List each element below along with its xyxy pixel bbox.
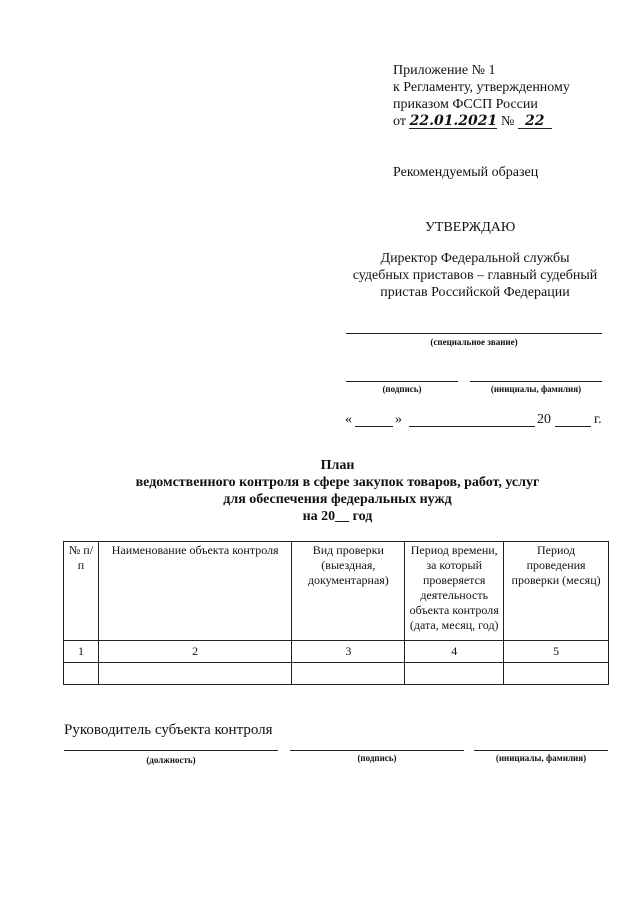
date-year-suffix: г. — [594, 412, 602, 427]
plan-table — [63, 541, 609, 685]
header-object: Наименование объекта контроля — [98, 542, 291, 641]
month-blank-line — [409, 426, 535, 427]
rank-line — [346, 333, 602, 334]
footer-initials-caption: (инициалы, фамилия) — [495, 753, 587, 763]
footer-signature-caption: (подпись) — [357, 753, 397, 763]
footer-initials-line — [474, 750, 608, 751]
date-close-quote: » — [395, 412, 402, 427]
number-label: № — [500, 114, 515, 129]
table-header-row — [64, 542, 609, 641]
handwritten-number: 22 — [518, 114, 552, 129]
appendix-title: Приложение № 1 — [393, 63, 496, 78]
appendix-date-row — [393, 113, 570, 130]
header-check-period: Период проведения проверки (месяц) — [504, 542, 609, 641]
footer-position-line — [64, 750, 278, 751]
year-blank-line — [555, 426, 591, 427]
recommended-sample: Рекомендуемый образец — [393, 165, 539, 180]
table-number-row — [64, 641, 609, 663]
approve-position — [330, 250, 620, 301]
header-number: № п/п — [64, 542, 99, 641]
col-number-2: 2 — [98, 641, 291, 663]
header-check-type: Вид проверки (выездная, документарная) — [292, 542, 405, 641]
plan-title: План — [320, 458, 355, 473]
position-line2: судебных приставов – главный судебный — [352, 268, 598, 283]
empty-cell — [98, 663, 291, 685]
signature-caption: (подпись) — [382, 384, 422, 394]
col-number-5: 5 — [504, 641, 609, 663]
position-line3: пристав Российской Федерации — [380, 285, 570, 300]
empty-cell — [292, 663, 405, 685]
empty-cell — [504, 663, 609, 685]
empty-cell — [64, 663, 99, 685]
footer-head: Руководитель субъекта контроля — [64, 722, 273, 738]
empty-cell — [405, 663, 504, 685]
handwritten-date: 22.01.2021 — [409, 113, 498, 129]
approve-date-row — [345, 411, 607, 428]
footer-position-caption: (должность) — [146, 755, 196, 765]
col-number-1: 1 — [64, 641, 99, 663]
appendix-line3: приказом ФССП России — [393, 97, 538, 112]
position-line1: Директор Федеральной службы — [380, 251, 570, 266]
initials-line — [470, 381, 602, 382]
date-open-quote: « — [345, 412, 352, 427]
rank-caption: (специальное звание) — [430, 337, 518, 347]
signature-line — [346, 381, 458, 382]
initials-caption: (инициалы, фамилия) — [490, 384, 582, 394]
approve-title: УТВЕРЖДАЮ — [425, 220, 516, 235]
appendix-block — [393, 62, 570, 130]
plan-line2: ведомственного контроля в сфере закупок товаров, работ, услуг — [135, 475, 540, 490]
date-prefix: от — [393, 114, 406, 129]
appendix-line2: к Регламенту, утвержденному — [393, 80, 570, 95]
plan-line3: для обеспечения федеральных нужд — [223, 492, 452, 507]
plan-title-block — [60, 457, 615, 525]
footer-signature-line — [290, 750, 464, 751]
header-period-checked: Период времени, за который проверяется деятельность объекта контроля (дата, месяц, год) — [405, 542, 504, 641]
col-number-3: 3 — [292, 641, 405, 663]
table-row — [64, 663, 609, 685]
date-year-prefix: 20 — [537, 412, 551, 427]
day-blank-line — [355, 426, 393, 427]
col-number-4: 4 — [405, 641, 504, 663]
plan-line4: на 20__ год — [302, 509, 373, 524]
